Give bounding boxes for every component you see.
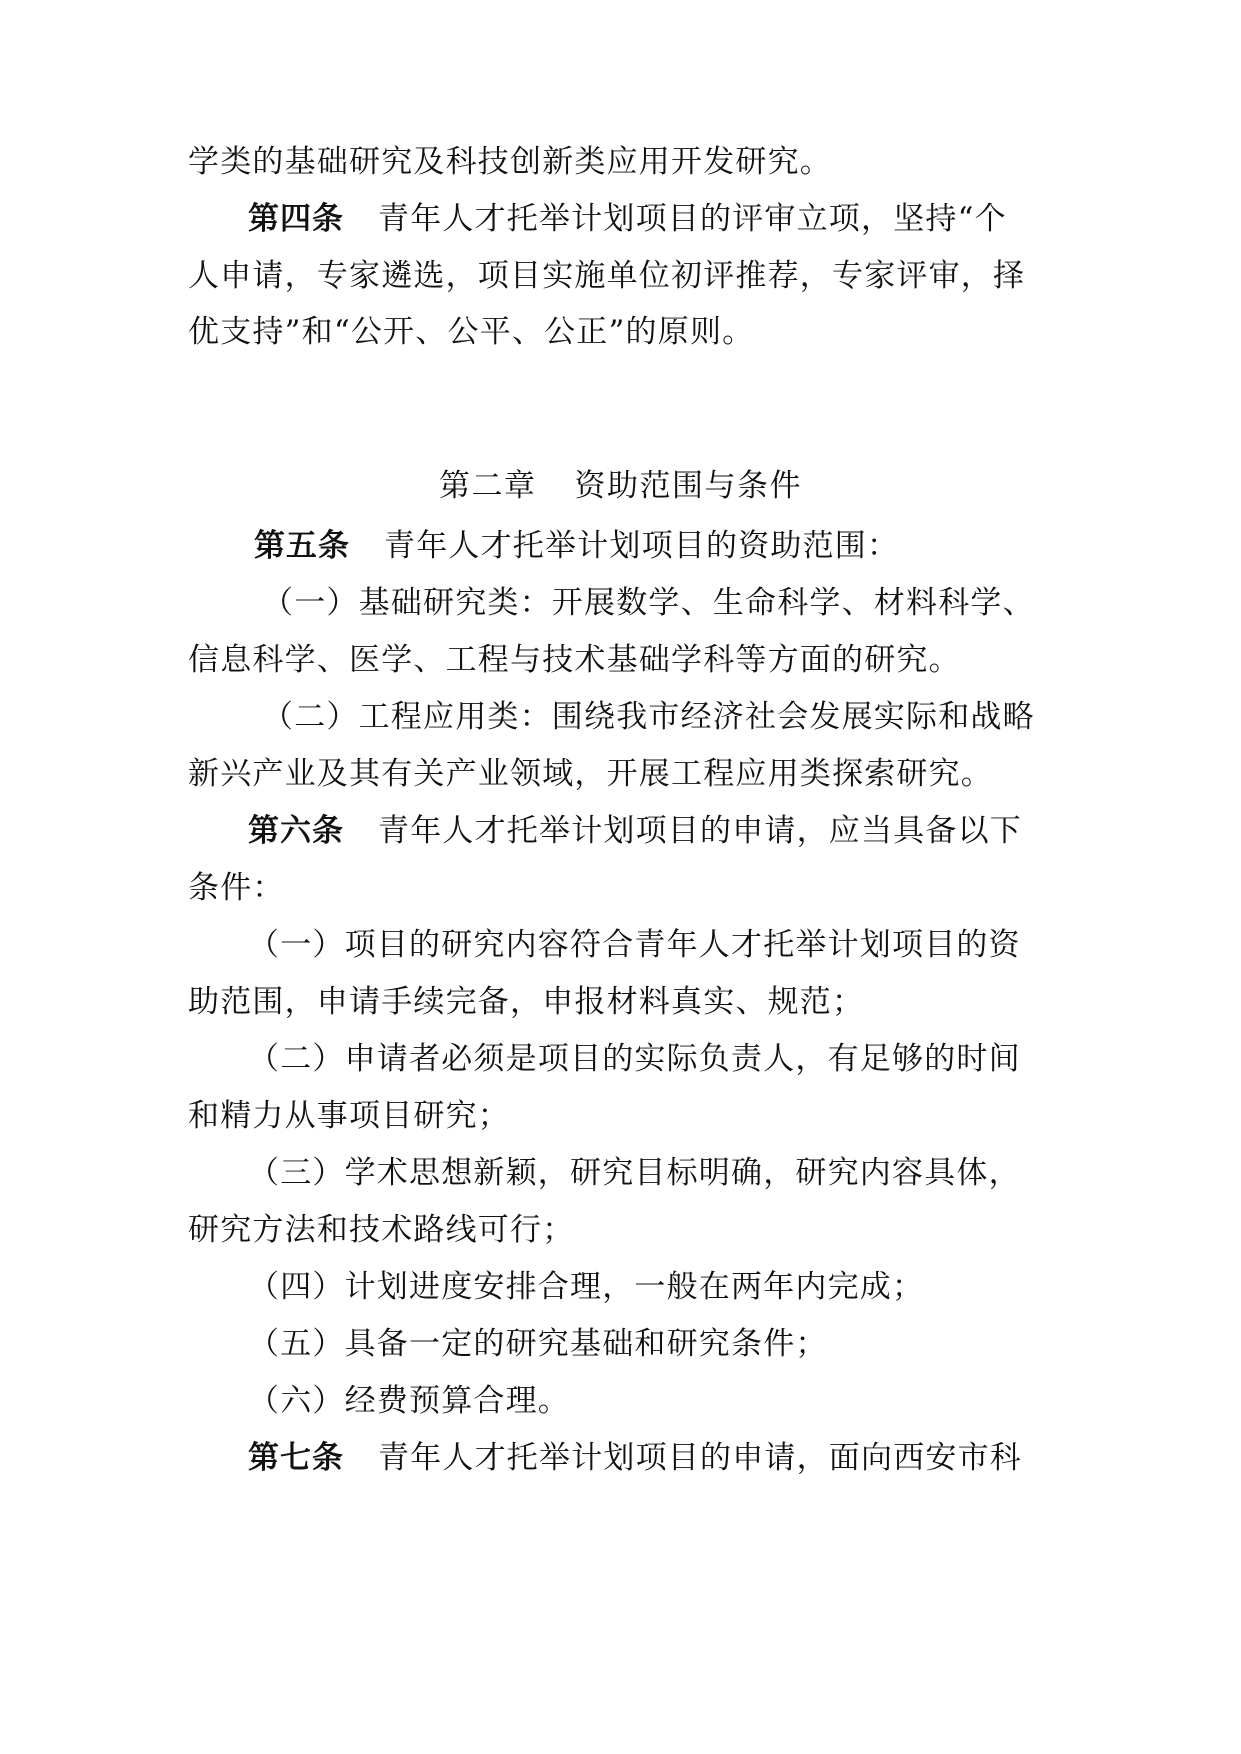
article-4-text: 人申请，专家遴选，项目实施单位初评推荐，专家评审，择 [188, 258, 1026, 294]
list-item-text: （一）基础研究类：开展数学、生命科学、材料科学、 [262, 585, 1035, 621]
list-item-text: 和精力从事项目研究； [188, 1098, 510, 1134]
list-item-text: （二）申请者必须是项目的实际负责人，有足够的时间 [248, 1041, 1021, 1077]
article-6-item-1-line-1 [248, 925, 1118, 965]
article-6-item-2-line-2 [188, 1096, 1058, 1136]
article-4-text: 优支持”和“公开、公平、公正”的原则。 [188, 314, 755, 350]
article-6-label: 第六条 [248, 813, 344, 849]
list-item-text: （五）具备一定的研究基础和研究条件； [248, 1326, 828, 1362]
chapter-title: 资助范围与条件 [574, 468, 802, 504]
list-item-text: 信息科学、医学、工程与技术基础学科等方面的研究。 [188, 642, 961, 678]
article-7-line-1 [248, 1438, 1118, 1478]
list-item-text: 研究方法和技术路线可行； [188, 1212, 575, 1248]
article-6-item-3-line-1 [248, 1153, 1118, 1193]
list-item-text: （一）项目的研究内容符合青年人才托举计划项目的资 [248, 927, 1021, 963]
article-4-label: 第四条 [248, 201, 344, 237]
article-6-item-2-line-1 [248, 1039, 1118, 1079]
article-6-item-5 [248, 1324, 1118, 1364]
article-5-item-1-line-1 [262, 583, 1132, 623]
article-5-text: 青年人才托举计划项目的资助范围： [384, 528, 900, 564]
article-6-text: 条件： [188, 870, 285, 906]
article-7-label: 第七条 [248, 1440, 344, 1476]
list-item-text: 新兴产业及其有关产业领域，开展工程应用类探索研究。 [188, 756, 993, 792]
article-6-line-2 [188, 868, 1058, 908]
article-4-line-2 [188, 256, 1058, 296]
article-7-text: 青年人才托举计划项目的申请，面向西安市科 [378, 1440, 1022, 1476]
article-4-line-1 [248, 199, 1118, 239]
list-item-text: （六）经费预算合理。 [248, 1383, 570, 1419]
paragraph-continuation [188, 142, 1058, 182]
article-6-item-3-line-2 [188, 1210, 1058, 1250]
list-item-text: 助范围，申请手续完备，申报材料真实、规范； [188, 984, 865, 1020]
article-5-item-2-line-2 [188, 754, 1058, 794]
list-item-text: （三）学术思想新颖，研究目标明确，研究内容具体， [248, 1155, 1021, 1191]
article-5-line-1 [254, 526, 1124, 566]
chapter-label: 第二章 [439, 468, 537, 504]
list-item-text: （四）计划进度安排合理，一般在两年内完成； [248, 1269, 925, 1305]
article-5-item-2-line-1 [262, 697, 1132, 737]
article-6-item-4 [248, 1267, 1118, 1307]
article-4-text: 青年人才托举计划项目的评审立项，坚持“个 [378, 201, 1007, 237]
article-5-label: 第五条 [254, 528, 350, 564]
article-6-item-1-line-2 [188, 982, 1058, 1022]
paragraph-text: 学类的基础研究及科技创新类应用开发研究。 [188, 144, 832, 180]
article-4-line-3 [188, 312, 1058, 352]
article-6-line-1 [248, 811, 1118, 851]
list-item-text: （二）工程应用类：围绕我市经济社会发展实际和战略 [262, 699, 1035, 735]
article-5-item-1-line-2 [188, 640, 1058, 680]
article-6-text: 青年人才托举计划项目的申请，应当具备以下 [378, 813, 1022, 849]
article-6-item-6 [248, 1381, 1118, 1421]
chapter-heading [0, 466, 1241, 506]
